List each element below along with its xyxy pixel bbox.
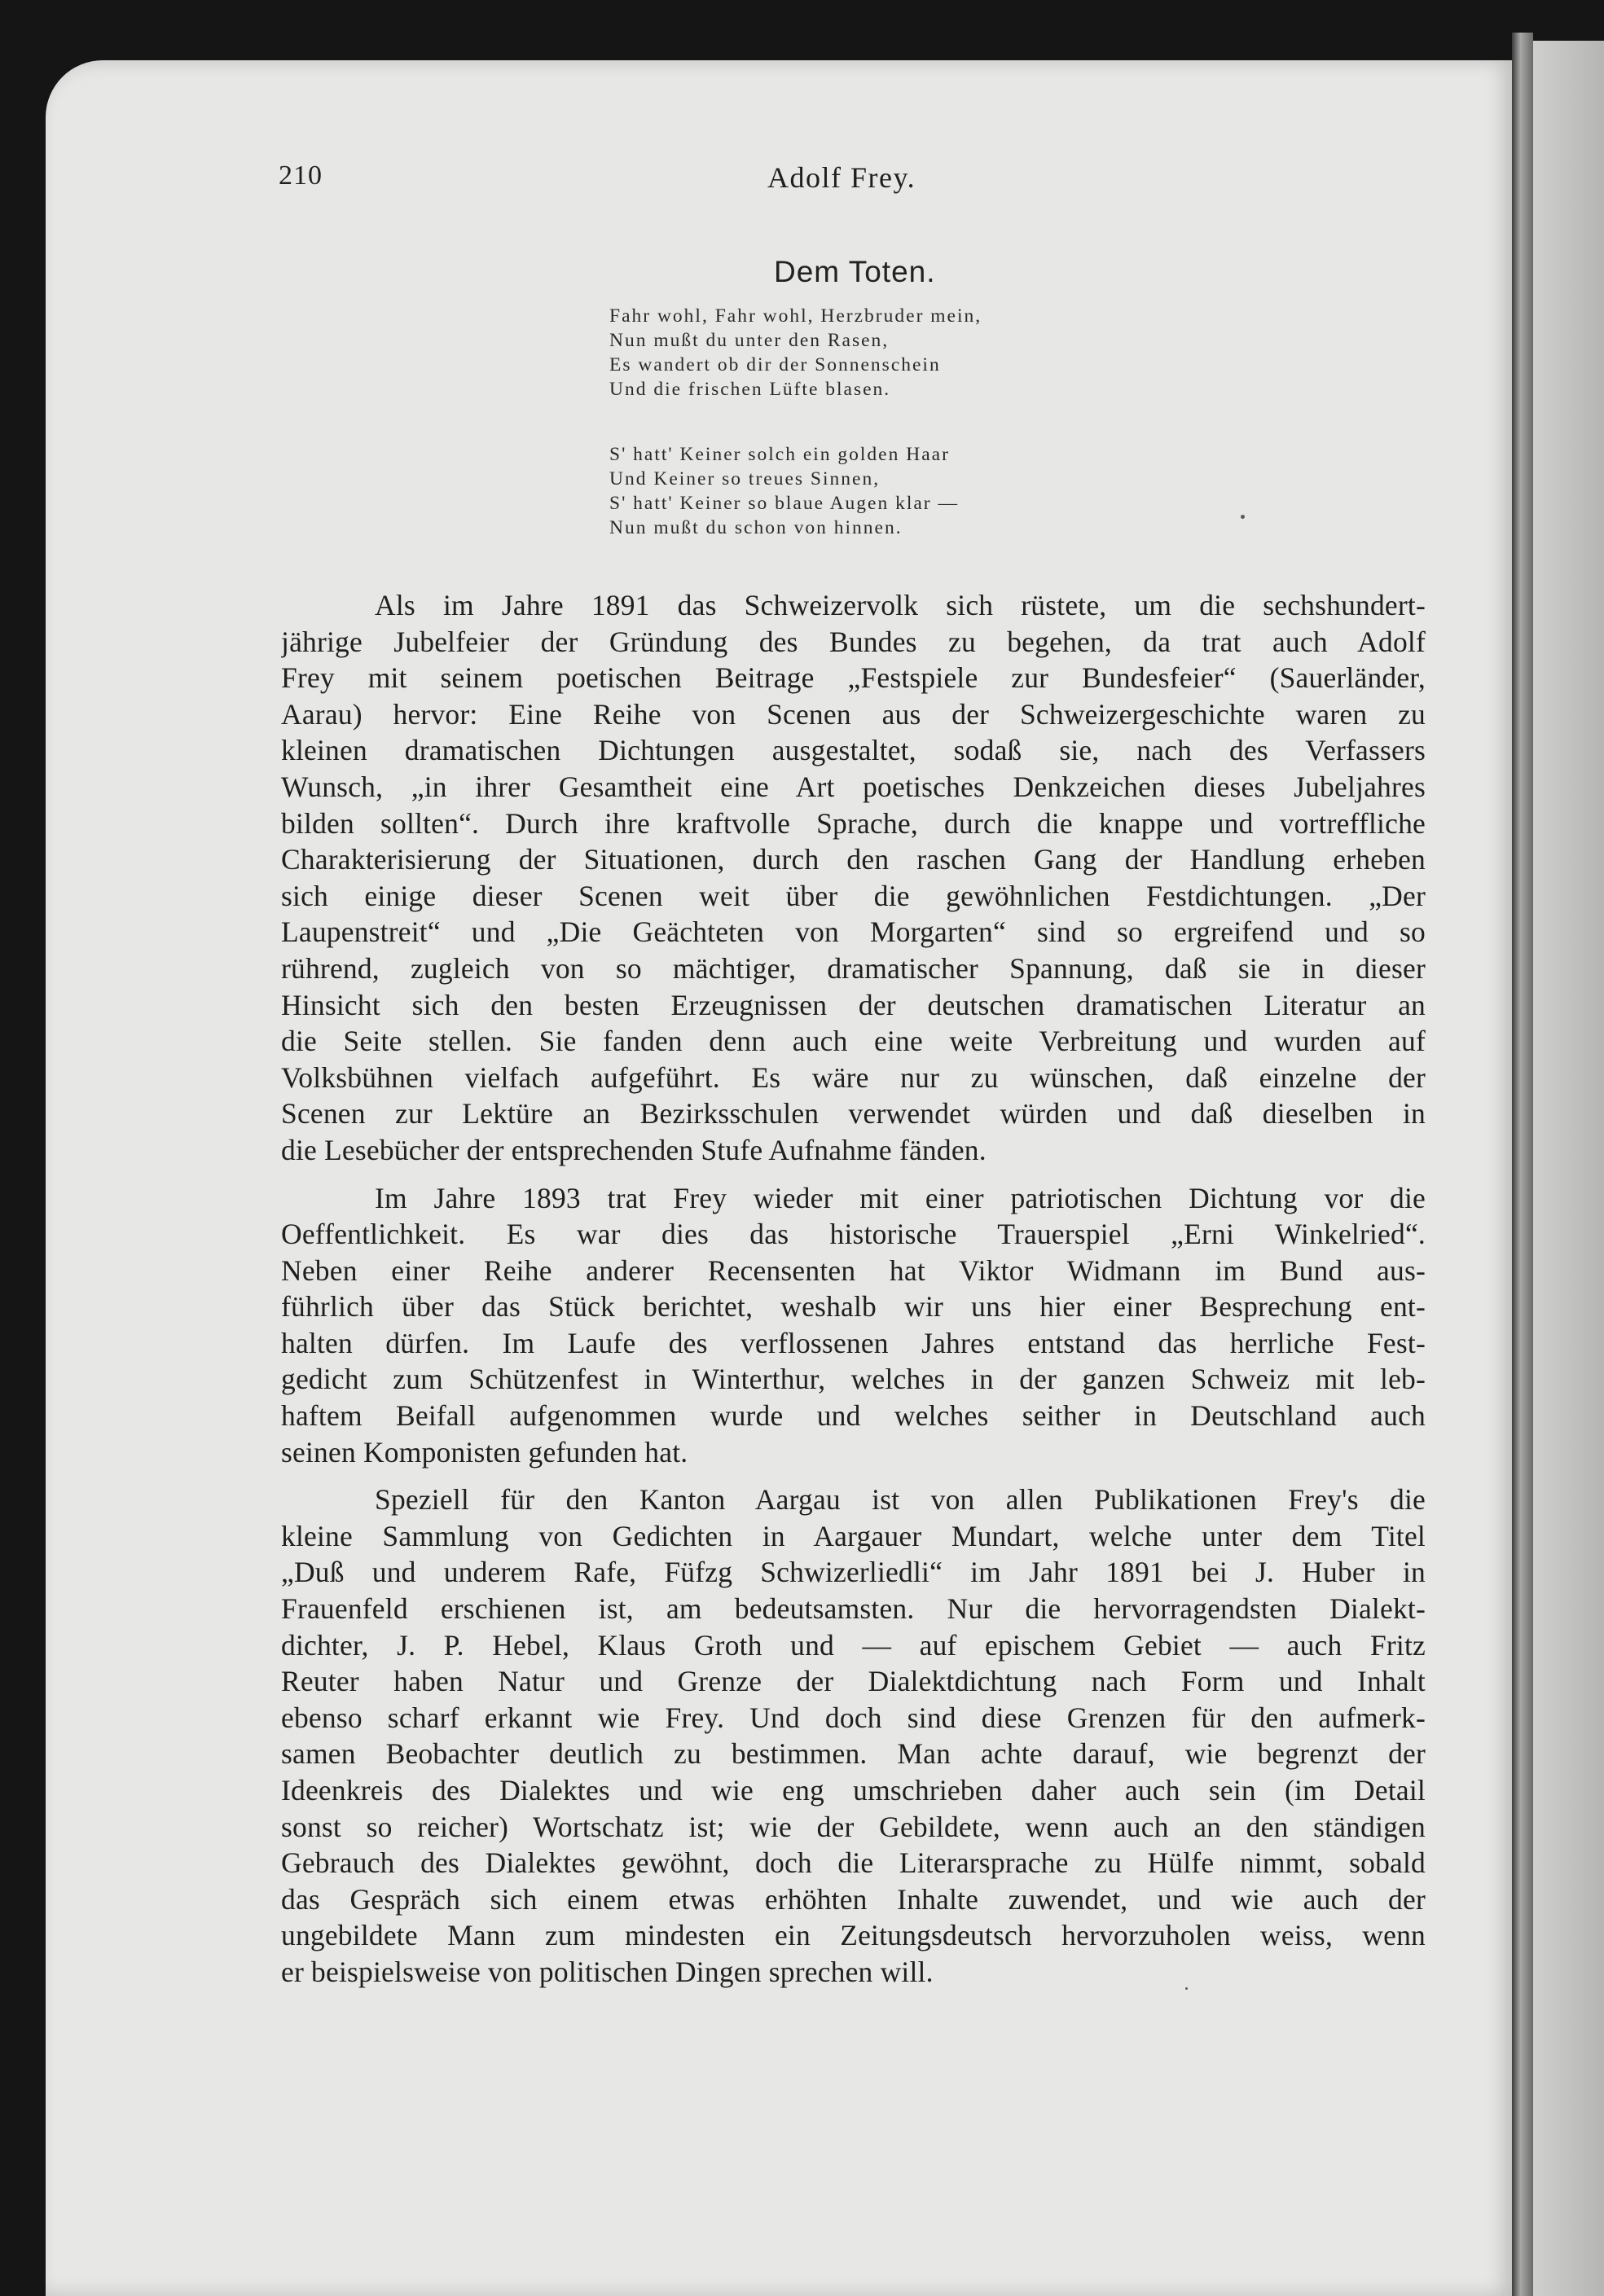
poem-line: Nun mußt du unter den Rasen, [609, 330, 890, 351]
text-line: Laupenstreit“ und „Die Geächteten von Morgarten“ sind so ergreifend und so [281, 915, 1426, 949]
text-line: jährige Jubelfeier der Gründung des Bundes zu begehen, da trat auch Adolf [281, 625, 1426, 658]
text-line: kleinen dramatischen Dichtungen ausgestaltet, sodaß sie, nach des Verfassers [281, 734, 1426, 767]
poem-stanza [609, 304, 982, 402]
text-line: Im Jahre 1893 trat Frey wieder mit einer patriotischen Dichtung vor die [375, 1181, 1426, 1214]
poem-line: Es wandert ob dir der Sonnenschein [609, 354, 941, 375]
text-line: das Gespräch sich einem etwas erhöhten Inhalte zuwendet, und wie auch der [281, 1882, 1426, 1916]
poem-stanza [609, 442, 959, 540]
text-line: samen Beobachter deutlich zu bestimmen. Man achte darauf, wie begrenzt der [281, 1737, 1426, 1771]
poem-line: S' hatt' Keiner solch ein golden Haar [609, 444, 950, 465]
text-line: Frey mit seinem poetischen Beitrage „Festspiele zur Bundesfeier“ (Sauerländer, [281, 661, 1426, 695]
text-line: „Duß und underem Rafe, Füfzg Schwizerliedli“ im Jahr 1891 bei J. Huber in [281, 1556, 1426, 1589]
text-line: Frauenfeld erschienen ist, am bedeutsamsten. Nur die hervorragendsten Dialekt- [281, 1592, 1426, 1626]
text-line: sonst so reicher) Wortschatz ist; wie der Gebildete, wenn auch an den ständigen [281, 1810, 1426, 1843]
text-line: bilden sollten“. Durch ihre kraftvolle Sprache, durch die knappe und vortreffliche [281, 806, 1426, 840]
page-number: 210 [279, 160, 323, 191]
scan-speck [1185, 1987, 1188, 1990]
text-line: gedicht zum Schützenfest in Winterthur, welches in der ganzen Schweiz mit leb- [281, 1363, 1426, 1396]
text-line: Volksbühnen vielfach aufgeführt. Es wäre nur zu wünschen, daß einzelne der [281, 1060, 1426, 1094]
text-line: Charakterisierung der Situationen, durch den raschen Gang der Handlung erheben [281, 843, 1426, 876]
text-line: führlich über das Stück berichtet, weshalb wir uns hier einer Besprechung ent- [281, 1290, 1426, 1324]
text-line: er beispielsweise von politischen Dingen sprechen will. [281, 1955, 934, 1988]
body-text [281, 587, 1426, 1991]
poem-line: Fahr wohl, Fahr wohl, Herzbruder mein, [609, 305, 982, 327]
text-line: seinen Komponisten gefunden hat. [281, 1435, 688, 1468]
page-gutter-shadow [1512, 33, 1533, 2296]
text-line: Als im Jahre 1891 das Schweizervolk sich rüstete, um die sechshundert- [375, 589, 1426, 621]
text-line: Wunsch, „in ihrer Gesamtheit eine Art poetisches Denkzeichen dieses Jubeljahres [281, 770, 1426, 803]
poem-line: S' hatt' Keiner so blaue Augen klar — [609, 493, 960, 514]
body-paragraph [281, 1482, 1426, 1990]
poem-line: Nun mußt du schon von hinnen. [609, 517, 903, 538]
text-line: sich einige dieser Scenen weit über die gewöhnlichen Festdichtungen. „Der [281, 879, 1426, 912]
poem-title: Dem Toten. [774, 255, 936, 288]
text-line: kleine Sammlung von Gedichten in Aargauer Mundart, welche unter dem Titel [281, 1519, 1426, 1552]
adjacent-page-edge [1533, 41, 1604, 2296]
text-line: Hinsicht sich den besten Erzeugnissen der deutschen dramatischen Literatur an [281, 988, 1426, 1021]
poem-line: Und die frischen Lüfte blasen. [609, 379, 891, 400]
body-paragraph [281, 587, 1426, 1169]
text-line: die Lesebücher der entsprechenden Stufe Aufnahme fänden. [281, 1133, 987, 1166]
text-line: Reuter haben Natur und Grenze der Dialektdichtung nach Form und Inhalt [281, 1665, 1426, 1698]
text-line: rührend, zugleich von so mächtiger, dramatischer Spannung, daß sie in dieser [281, 951, 1426, 985]
text-line: Ideenkreis des Dialektes und wie eng umschrieben daher auch sein (im Detail [281, 1774, 1426, 1807]
text-line: Gebrauch des Dialektes gewöhnt, doch die Literarsprache zu Hülfe nimmt, sobald [281, 1846, 1426, 1880]
text-line: Scenen zur Lektüre an Bezirksschulen verwendet würden und daß dieselben in [281, 1097, 1426, 1130]
text-line: die Seite stellen. Sie fanden denn auch eine weite Verbreitung und wurden auf [281, 1025, 1426, 1058]
text-line: Speziell für den Kanton Aargau ist von allen Publikationen Frey's die [375, 1483, 1426, 1517]
text-line: Oeffentlichkeit. Es war dies das historische Trauerspiel „Erni Winkelried“. [281, 1218, 1426, 1251]
text-line: ungebildete Mann zum mindesten ein Zeitungsdeutsch hervorzuholen weiss, wenn [281, 1919, 1426, 1952]
text-line: dichter, J. P. Hebel, Klaus Groth und — auf epischem Gebiet — auch Fritz [281, 1628, 1426, 1662]
text-line: Aarau) hervor: Eine Reihe von Scenen aus der Schweizergeschichte waren zu [281, 697, 1426, 731]
text-line: halten dürfen. Im Laufe des verflossenen Jahres entstand das herrliche Fest- [281, 1326, 1426, 1359]
text-line: ebenso scharf erkannt wie Frey. Und doch sind diese Grenzen für den aufmerk- [281, 1701, 1426, 1734]
body-paragraph [281, 1180, 1426, 1471]
text-line: Neben einer Reihe anderer Recensenten hat Viktor Widmann im Bund aus- [281, 1253, 1426, 1287]
running-head: Adolf Frey. [767, 161, 916, 194]
text-line: haftem Beifall aufgenommen wurde und welches seither in Deutschland auch [281, 1399, 1426, 1433]
scan-speck [1241, 515, 1245, 519]
poem-line: Und Keiner so treues Sinnen, [609, 468, 881, 489]
